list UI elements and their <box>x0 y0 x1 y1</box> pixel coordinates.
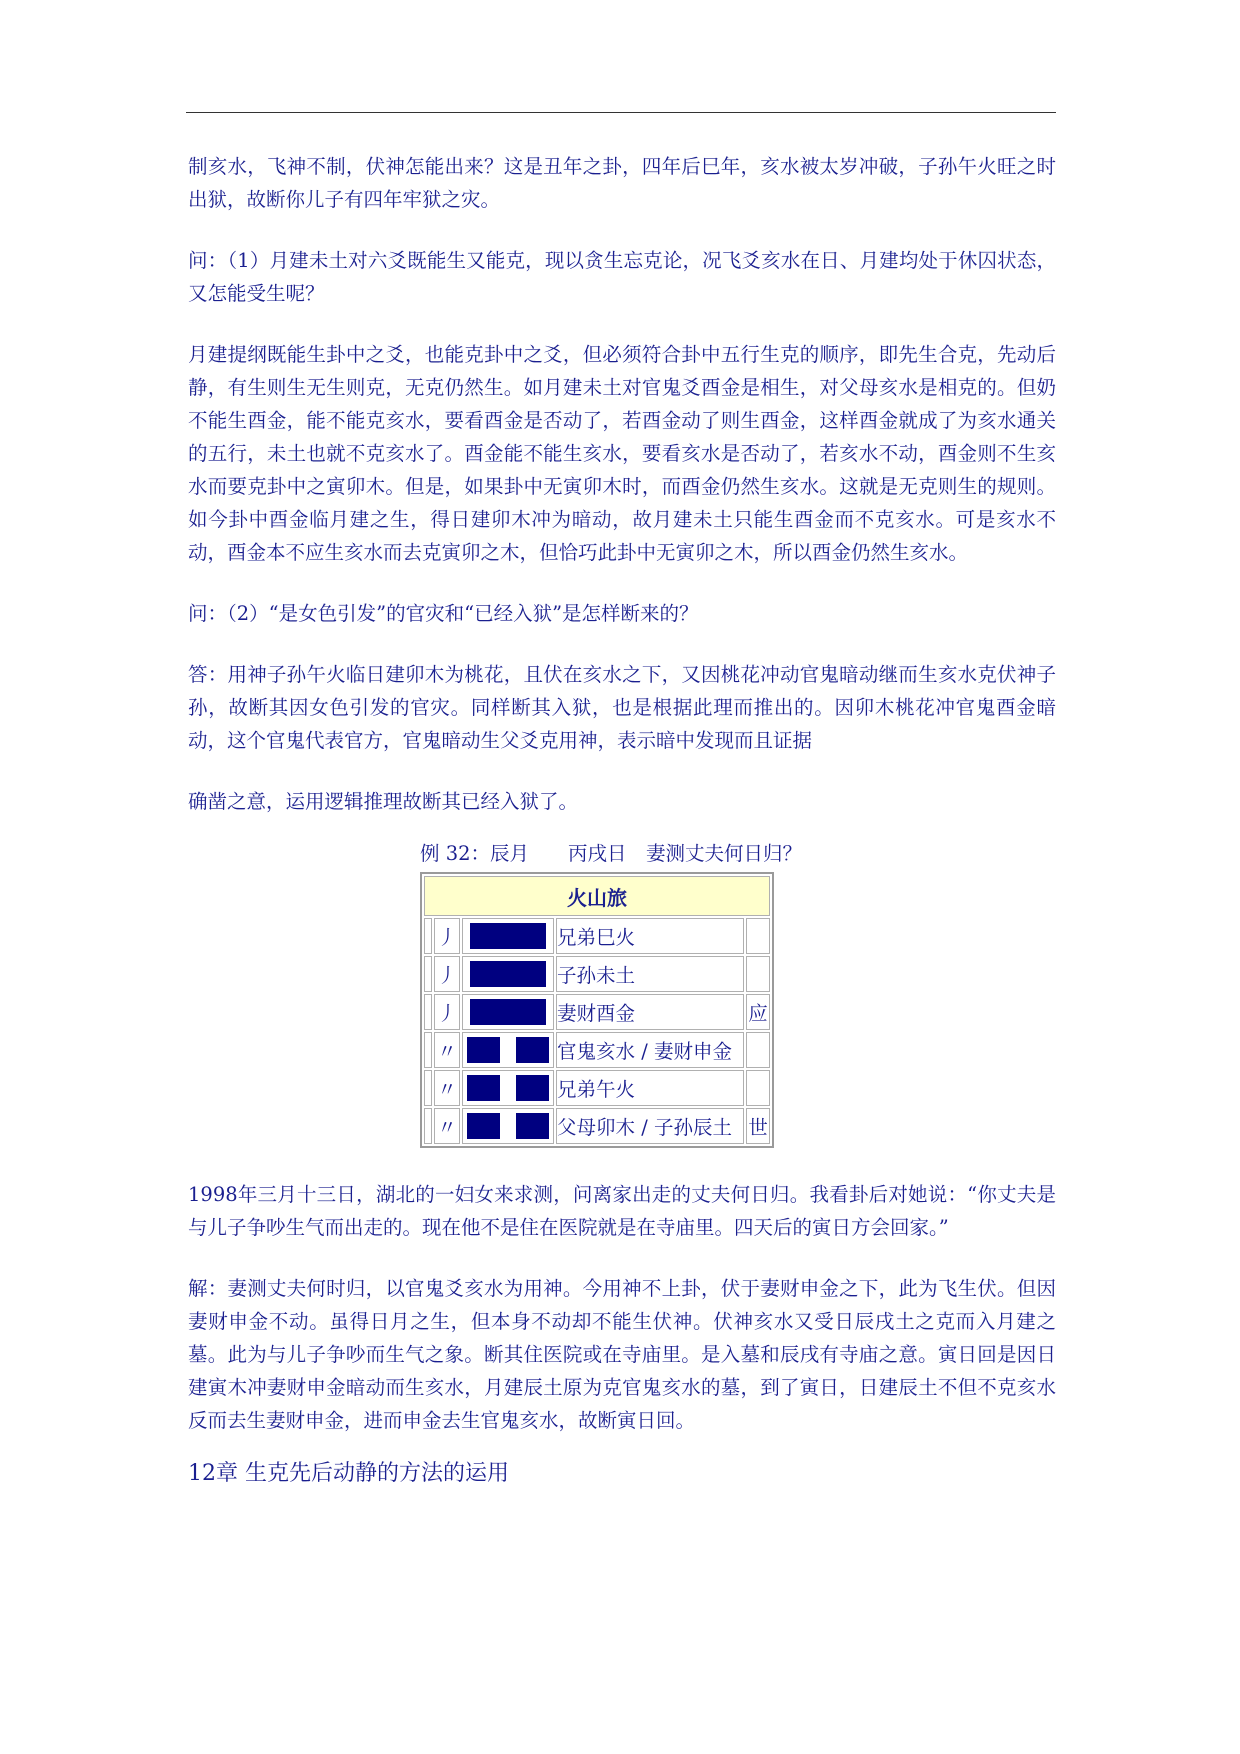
question-2: 问：（2）“是女色引发”的官灾和“已经入狱”是怎样断来的？ <box>188 602 699 625</box>
yin-bar-segment <box>516 1113 549 1139</box>
hexagram-line <box>424 1032 770 1068</box>
line-label: 父母卯木 / 子孙辰土 <box>556 1108 744 1144</box>
hexagram-line <box>424 918 770 954</box>
yin-line <box>462 1032 554 1068</box>
yin-bars <box>467 1075 549 1101</box>
line-mark: 丿 <box>434 956 460 992</box>
yin-bar-segment <box>467 1037 500 1063</box>
paragraph: 1998年三月十三日，湖北的一妇女来求测，问离家出走的丈夫何日归。我看卦后对她说：“你丈夫是与儿子争吵生气而出走的。现在他不是住在医院就是在寺庙里。四天后的寅日方会回家。” <box>188 1183 1056 1239</box>
yang-bar <box>470 923 546 949</box>
paragraph: 确凿之意，运用逻辑推理故断其已经入狱了。 <box>188 790 579 813</box>
shi-ying-marker <box>746 918 770 954</box>
paragraph: 制亥水，飞神不制，伏神怎能出来？这是丑年之卦，四年后巳年，亥水被太岁冲破，子孙午火旺之时出狱，故断你儿子有四年牢狱之灾。 <box>188 155 1056 211</box>
header-rule <box>186 112 1056 113</box>
yin-line <box>462 1070 554 1106</box>
example-caption: 例 32：辰月 丙戌日 妻测丈夫何日归？ <box>420 842 803 865</box>
shi-ying-marker: 世 <box>746 1108 770 1144</box>
line-label: 官鬼亥水 / 妻财申金 <box>556 1032 744 1068</box>
chapter-heading: 12章 生克先后动静的方法的运用 <box>188 1461 509 1486</box>
document-body <box>188 150 1056 1489</box>
line-label: 兄弟午火 <box>556 1070 744 1106</box>
yin-bar-segment <box>516 1075 549 1101</box>
line-mark: 〃 <box>434 1032 460 1068</box>
spacer-cell <box>424 1108 432 1144</box>
yang-bar <box>470 961 546 987</box>
solution-paragraph: 解：妻测丈夫何时归，以官鬼爻亥水为用神。今用神不上卦，伏于妻财申金之下，此为飞生伏。但因妻财申金不动。虽得日月之生，但本身不动却不能生伏神。伏神亥水又受日辰戌土之克而入月建之墓。此为与儿子争吵而生气之象。断其住医院或在寺庙里。是入墓和辰戌有寺庙之意。寅日回是因日建寅木冲妻财申金暗动而生亥水，月建辰土原为克官鬼亥水的墓，到了寅日，日建辰土不但不克亥水反而去生妻财申金，进而申金去生官鬼亥水，故断寅日回。 <box>188 1277 1056 1432</box>
hexagram-line <box>424 1108 770 1144</box>
shi-ying-marker <box>746 1070 770 1106</box>
spacer-cell <box>424 956 432 992</box>
hexagram-table <box>420 872 774 1148</box>
yin-bar-segment <box>467 1113 500 1139</box>
line-mark: 〃 <box>434 1070 460 1106</box>
shi-ying-marker: 应 <box>746 994 770 1030</box>
yin-bar-segment <box>467 1075 500 1101</box>
hexagram-title: 火山旅 <box>424 876 770 916</box>
line-mark: 〃 <box>434 1108 460 1144</box>
line-mark: 丿 <box>434 918 460 954</box>
yang-bar <box>470 999 546 1025</box>
paragraph: 月建提纲既能生卦中之爻，也能克卦中之爻，但必须符合卦中五行生克的顺序，即先生合克，先动后静，有生则生无生则克，无克仍然生。如月建未土对官鬼爻酉金是相生，对父母亥水是相克的。但奶不能生酉金，能不能克亥水，要看酉金是否动了，若酉金动了则生酉金，这样酉金就成了为亥水通关的五行，未土也就不克亥水了。酉金能不能生亥水，要看亥水是否动了，若亥水不动，酉金则不生亥水而要克卦中之寅卯木。但是，如果卦中无寅卯木时，而酉金仍然生亥水。这就是无克则生的规则。如今卦中酉金临月建之生，得日建卯木冲为暗动，故月建未土只能生酉金而不克亥水。可是亥水不动，酉金本不应生亥水而去克寅卯之木，但恰巧此卦中无寅卯之木，所以酉金仍然生亥水。 <box>188 343 1056 564</box>
shi-ying-marker <box>746 1032 770 1068</box>
spacer-cell <box>424 1070 432 1106</box>
spacer-cell <box>424 1032 432 1068</box>
yin-line <box>462 1108 554 1144</box>
spacer-cell <box>424 994 432 1030</box>
yin-bars <box>467 1113 549 1139</box>
yin-bar-segment <box>516 1037 549 1063</box>
question-1: 问：（1）月建未土对六爻既能生又能克，现以贪生忘克论，况飞爻亥水在日、月建均处于休囚状态，又怎能受生呢？ <box>188 249 1056 305</box>
hexagram-line <box>424 1070 770 1106</box>
answer-paragraph: 答：用神子孙午火临日建卯木为桃花，且伏在亥水之下，又因桃花冲动官鬼暗动继而生亥水克伏神子孙，故断其因女色引发的官灾。同样断其入狱，也是根据此理而推出的。因卯木桃花冲官鬼酉金暗动，这个官鬼代表官方，官鬼暗动生父爻克用神，表示暗中发现而且证据 <box>188 663 1056 752</box>
yin-bars <box>467 1037 549 1063</box>
hexagram-line <box>424 994 770 1030</box>
yang-line <box>462 956 554 992</box>
yang-line <box>462 994 554 1030</box>
shi-ying-marker <box>746 956 770 992</box>
line-mark: 丿 <box>434 994 460 1030</box>
spacer-cell <box>424 918 432 954</box>
line-label: 兄弟巳火 <box>556 918 744 954</box>
yang-line <box>462 918 554 954</box>
line-label: 子孙未土 <box>556 956 744 992</box>
hexagram-line <box>424 956 770 992</box>
line-label: 妻财酉金 <box>556 994 744 1030</box>
